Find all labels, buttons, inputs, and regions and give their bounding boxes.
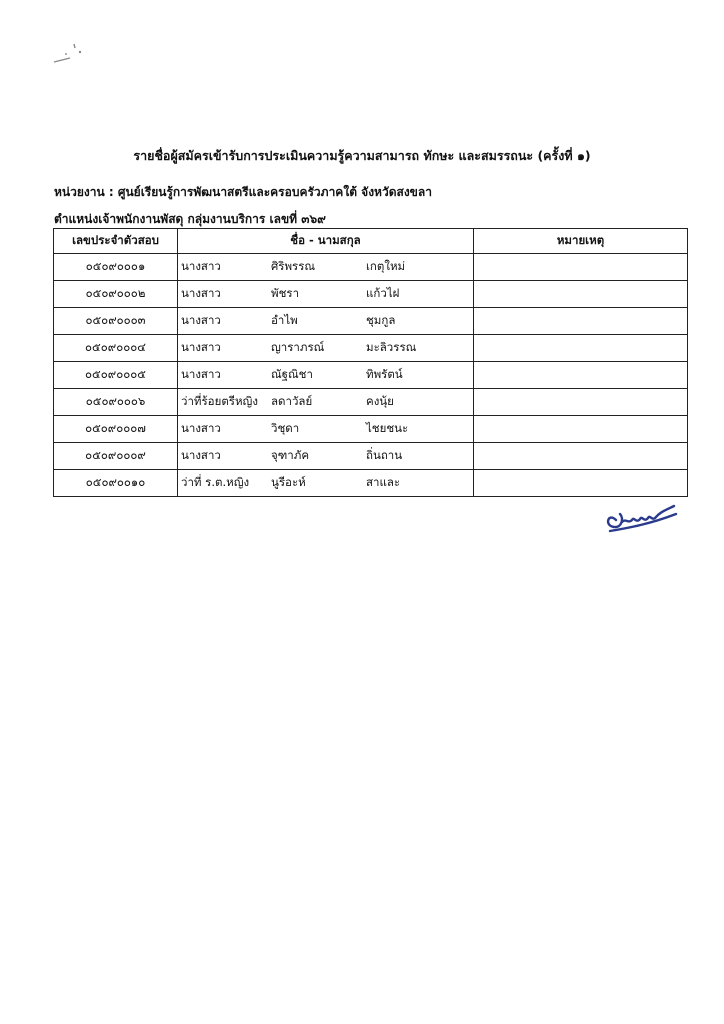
exam-id: ๐๕๐๙๐๐๐๕ xyxy=(54,362,178,389)
last-name: ไชยชนะ xyxy=(366,421,409,435)
remark xyxy=(474,443,688,470)
full-name xyxy=(178,308,474,335)
last-name: มะลิวรรณ xyxy=(366,340,417,354)
first-name: อำไพ xyxy=(271,313,298,327)
full-name xyxy=(178,335,474,362)
full-name xyxy=(178,362,474,389)
position-line: ตำแหน่งเจ้าพนักงานพัสดุ กลุ่มงานบริการ เลขที่ ๓๖๙ xyxy=(54,212,326,226)
last-name: แก้วไฝ xyxy=(366,286,400,300)
table-row xyxy=(54,335,688,362)
first-name: พัชรา xyxy=(271,286,300,300)
name-prefix: นางสาว xyxy=(181,340,221,354)
remark xyxy=(474,470,688,497)
name-prefix: นางสาว xyxy=(181,448,221,462)
remark xyxy=(474,281,688,308)
table-row xyxy=(54,416,688,443)
table-row xyxy=(54,443,688,470)
first-name: ญาราภรณ์ xyxy=(271,340,325,354)
remark xyxy=(474,389,688,416)
first-name: ณัฐณิชา xyxy=(271,367,313,381)
name-prefix: ว่าที่ ร.ต.หญิง xyxy=(181,475,250,489)
exam-id: ๐๕๐๙๐๐๐๑ xyxy=(54,254,178,281)
first-name: ศิริพรรณ xyxy=(271,259,316,273)
exam-id: ๐๕๐๙๐๐๐๗ xyxy=(54,416,178,443)
unit-line: หน่วยงาน : ศูนย์เรียนรู้การพัฒนาสตรีและครอบครัวภาคใต้ จังหวัดสงขลา xyxy=(54,185,432,199)
remark xyxy=(474,308,688,335)
document-title: รายชื่อผู้สมัครเข้ารับการประเมินความรู้ความสามารถ ทักษะ และสมรรถนะ (ครั้งที่ ๑) xyxy=(133,148,591,163)
exam-id: ๐๕๐๙๐๐๐๖ xyxy=(54,389,178,416)
exam-id: ๐๕๐๙๐๐๐๔ xyxy=(54,335,178,362)
remark xyxy=(474,254,688,281)
table-row xyxy=(54,281,688,308)
table-row xyxy=(54,389,688,416)
name-prefix: นางสาว xyxy=(181,421,221,435)
remark xyxy=(474,362,688,389)
last-name: คงนุ้ย xyxy=(366,394,394,408)
first-name: ลดาวัลย์ xyxy=(271,394,313,408)
header-exam-id: เลขประจำตัวสอบ xyxy=(54,229,178,254)
full-name xyxy=(178,281,474,308)
table-row xyxy=(54,308,688,335)
last-name: สาและ xyxy=(366,475,401,489)
exam-id: ๐๕๐๙๐๐๐๙ xyxy=(54,443,178,470)
exam-id: ๐๕๐๙๐๐๐๒ xyxy=(54,281,178,308)
last-name: ถิ่นถาน xyxy=(366,448,403,462)
name-prefix: นางสาว xyxy=(181,313,221,327)
candidate-table xyxy=(53,228,688,497)
first-name: วิชุดา xyxy=(271,421,300,435)
name-prefix: ว่าที่ร้อยตรีหญิง xyxy=(181,394,258,408)
last-name: เกตุใหม่ xyxy=(366,259,406,273)
full-name xyxy=(178,470,474,497)
signature-icon xyxy=(602,500,680,534)
first-name: จุฑาภัค xyxy=(271,448,310,462)
last-name: ทิพรัตน์ xyxy=(366,367,403,381)
table-row xyxy=(54,254,688,281)
table-row xyxy=(54,362,688,389)
full-name xyxy=(178,389,474,416)
name-prefix: นางสาว xyxy=(181,367,221,381)
name-prefix: นางสาว xyxy=(181,286,221,300)
full-name xyxy=(178,254,474,281)
exam-id: ๐๕๐๙๐๐๑๐ xyxy=(54,470,178,497)
header-full-name: ชื่อ - นามสกุล xyxy=(178,229,474,254)
name-prefix: นางสาว xyxy=(181,259,221,273)
first-name: นูรีอะห์ xyxy=(271,475,306,489)
full-name xyxy=(178,443,474,470)
header-remark: หมายเหตุ xyxy=(474,229,688,254)
scan-mark xyxy=(44,36,84,70)
exam-id: ๐๕๐๙๐๐๐๓ xyxy=(54,308,178,335)
last-name: ชุมกูล xyxy=(366,313,396,327)
table-row xyxy=(54,470,688,497)
remark xyxy=(474,416,688,443)
remark xyxy=(474,335,688,362)
table-header-row xyxy=(54,229,688,254)
full-name xyxy=(178,416,474,443)
